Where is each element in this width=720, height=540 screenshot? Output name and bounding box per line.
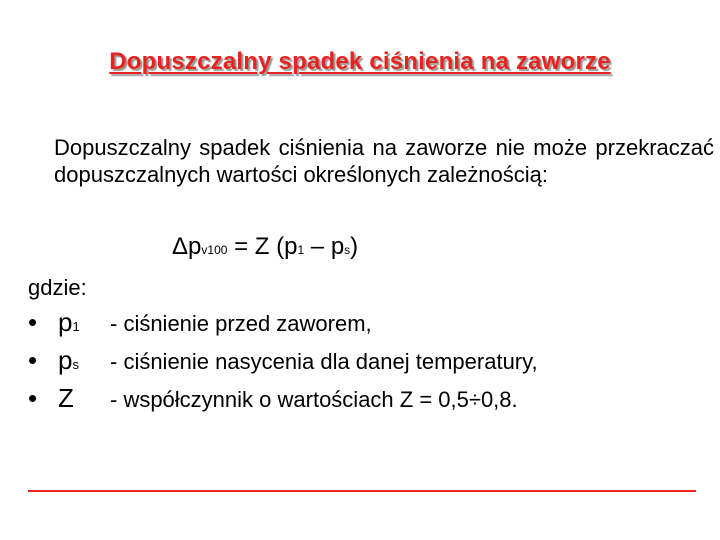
formula-subscript-v100: v100 xyxy=(201,243,228,257)
formula-delta-p: Δp xyxy=(172,233,202,260)
definition-text: - ciśnienie nasycenia dla danej temperatury, xyxy=(110,349,538,374)
intro-paragraph: Dopuszczalny spadek ciśnienia na zaworze nie może przekraczać dopuszczalnych wartości określonych zależnością: xyxy=(54,135,714,187)
list-item xyxy=(28,345,538,383)
formula-subscript-1: 1 xyxy=(297,243,305,257)
symbol-letter: p xyxy=(58,345,73,375)
formula-close-paren: ) xyxy=(350,233,359,260)
list-item xyxy=(28,307,538,345)
definition-list xyxy=(28,307,538,421)
where-label: gdzie: xyxy=(28,275,87,300)
formula-minus-p: – p xyxy=(304,233,345,260)
slide-title: Dopuszczalny spadek ciśnienia na zaworze xyxy=(109,48,611,75)
symbol-subscript: 1 xyxy=(72,319,80,334)
bullet-icon: • xyxy=(28,383,38,413)
formula-subscript-s: s xyxy=(344,243,351,257)
definition-text: - ciśnienie przed zaworem, xyxy=(110,311,372,336)
bullet-icon: • xyxy=(28,307,38,337)
bottom-divider xyxy=(28,490,696,492)
symbol-letter: p xyxy=(58,307,73,337)
definition-symbol xyxy=(58,345,110,376)
definition-symbol xyxy=(58,383,110,414)
definition-text: - współczynnik o wartościach Z = 0,5÷0,8. xyxy=(110,387,518,412)
symbol-subscript: s xyxy=(72,357,79,372)
list-item xyxy=(28,383,538,421)
symbol-letter: Z xyxy=(58,383,74,413)
bullet-icon: • xyxy=(28,345,38,375)
definition-symbol xyxy=(58,307,110,338)
pressure-drop-formula xyxy=(172,233,358,261)
formula-equals-z: = Z (p xyxy=(227,233,298,260)
